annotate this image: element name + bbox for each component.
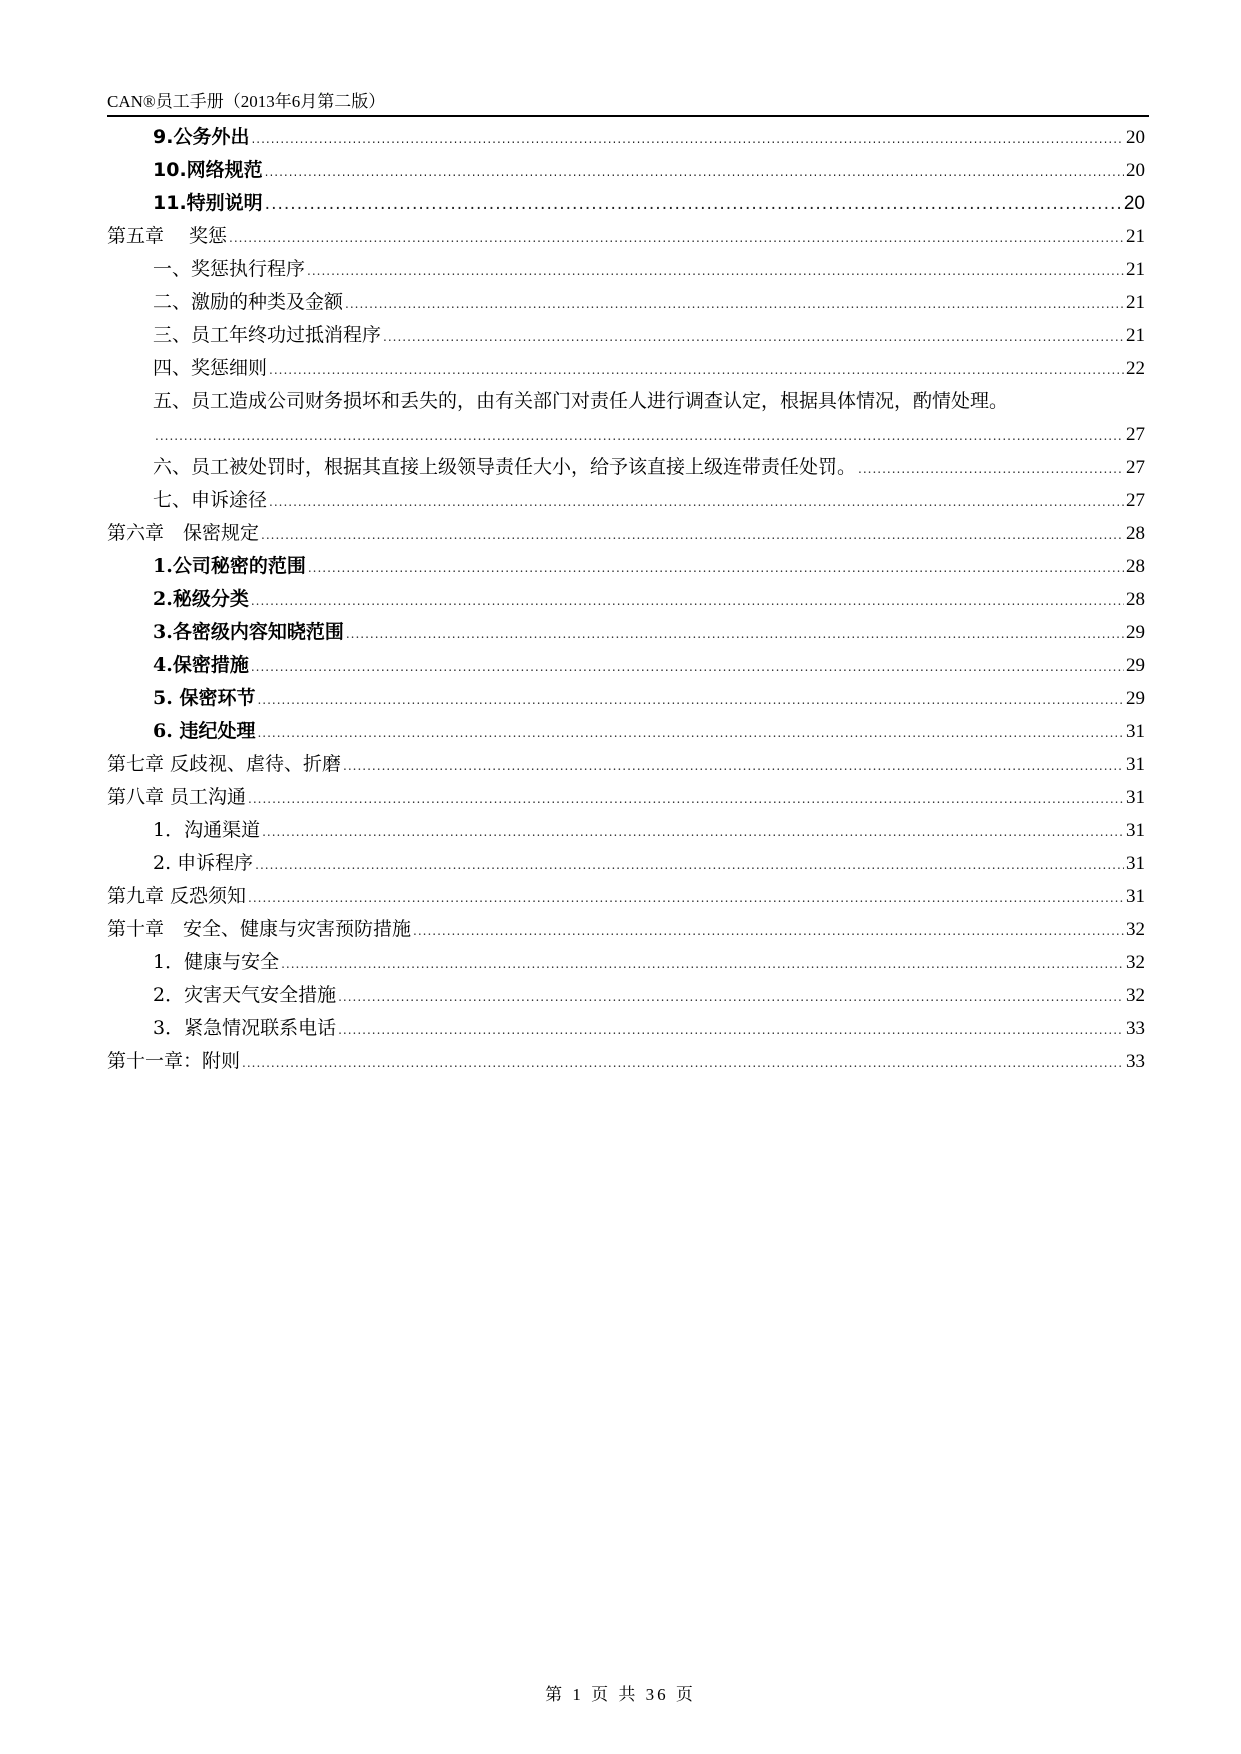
toc-entry-page: 31 <box>1126 853 1145 874</box>
toc-entry[interactable] <box>107 352 1145 385</box>
toc-entry-title: 第十一章：附则 <box>107 1050 241 1072</box>
toc-entry[interactable] <box>107 319 1145 352</box>
toc-leader-dots <box>269 354 1124 387</box>
toc-entry-title: 9.公务外出 <box>153 126 250 148</box>
toc-entry-title: 2.秘级分类 <box>153 588 249 610</box>
toc-entry-page: 27 <box>1126 424 1145 445</box>
toc-entry-title: 第八章 员工沟通 <box>107 786 247 808</box>
toc-entry-page: 33 <box>1126 1051 1145 1072</box>
toc-leader-dots <box>338 1014 1124 1047</box>
toc-entry-title: 1．健康与安全 <box>153 951 280 973</box>
toc-leader-dots <box>251 123 1124 156</box>
toc-leader-dots <box>255 849 1124 882</box>
toc-entry-page: 32 <box>1126 952 1145 973</box>
table-of-contents <box>107 121 1145 1078</box>
toc-leader-dots <box>343 750 1124 783</box>
toc-entry[interactable] <box>107 385 1145 451</box>
toc-leader-dots <box>858 453 1124 486</box>
toc-entry-page: 31 <box>1126 754 1145 775</box>
toc-entry-title: 3．紧急情况联系电话 <box>153 1017 337 1039</box>
toc-entry-title: 10.网络规范 <box>153 159 263 181</box>
toc-entry[interactable] <box>107 286 1145 319</box>
page-header: CAN®员工手册（2013年6月第二版） <box>107 88 1149 117</box>
toc-entry[interactable] <box>107 253 1145 286</box>
toc-entry-page: 27 <box>1126 457 1145 478</box>
toc-entry-page: 31 <box>1126 820 1145 841</box>
toc-entry-title: 2. 申诉程序 <box>153 852 254 874</box>
toc-entry-page: 31 <box>1126 721 1145 742</box>
toc-leader-dots <box>251 651 1124 684</box>
toc-entry-title: 第九章 反恐须知 <box>107 885 247 907</box>
toc-entry[interactable] <box>107 880 1145 913</box>
toc-entry-title: 七、申诉途径 <box>153 489 268 511</box>
toc-entry[interactable] <box>107 187 1145 220</box>
toc-entry-title: 6. 违纪处理 <box>153 720 256 742</box>
toc-entry-page: 33 <box>1126 1018 1145 1039</box>
toc-entry-page: 29 <box>1126 688 1145 709</box>
toc-entry-title: 五、员工造成公司财务损坏和丢失的，由有关部门对责任人进行调查认定，根据具体情况，酌情处理。 <box>153 390 1009 412</box>
toc-entry-title: 5. 保密环节 <box>153 687 256 709</box>
toc-entry-title: 第七章 反歧视、虐待、折磨 <box>107 753 342 775</box>
toc-entry-continuation <box>107 418 1145 451</box>
toc-entry-page: 32 <box>1126 919 1145 940</box>
toc-leader-dots <box>251 585 1124 618</box>
toc-entry-title: 六、员工被处罚时，根据其直接上级领导责任大小，给予该直接上级连带责任处罚。 <box>153 456 857 478</box>
toc-leader-dots <box>257 684 1124 717</box>
toc-leader-dots <box>265 156 1124 189</box>
toc-entry-page: 28 <box>1126 523 1145 544</box>
toc-entry-title: 1．沟通渠道 <box>153 819 261 841</box>
toc-entry-page: 29 <box>1126 655 1145 676</box>
toc-entry-title: 3.各密级内容知晓范围 <box>153 621 344 643</box>
toc-leader-dots <box>308 552 1124 585</box>
toc-entry[interactable] <box>107 649 1145 682</box>
page-number-footer: 第 1 页 共 36 页 <box>545 1685 696 1704</box>
toc-entry-page: 21 <box>1126 325 1145 346</box>
toc-entry-page: 27 <box>1126 490 1145 511</box>
toc-entry[interactable] <box>107 847 1145 880</box>
toc-entry-title: 一、奖惩执行程序 <box>153 258 306 280</box>
toc-entry[interactable] <box>107 682 1145 715</box>
toc-leader-dots <box>346 618 1124 651</box>
toc-leader-dots <box>248 783 1124 816</box>
toc-entry[interactable] <box>107 781 1145 814</box>
toc-entry-title: 二、激励的种类及金额 <box>153 291 344 313</box>
toc-entry[interactable] <box>107 583 1145 616</box>
toc-entry[interactable] <box>107 220 1145 253</box>
toc-leader-dots <box>155 420 1124 453</box>
toc-leader-dots <box>229 222 1124 255</box>
toc-leader-dots <box>383 321 1124 354</box>
toc-entry[interactable] <box>107 946 1145 979</box>
toc-entry-title: 第十章 安全、健康与灾害预防措施 <box>107 918 412 940</box>
toc-entry[interactable] <box>107 484 1145 517</box>
toc-entry-page: 22 <box>1126 358 1145 379</box>
toc-entry[interactable] <box>107 1012 1145 1045</box>
toc-entry[interactable] <box>107 913 1145 946</box>
toc-leader-dots <box>307 255 1124 288</box>
toc-leader-dots <box>338 981 1124 1014</box>
toc-entry-title: 第六章 保密规定 <box>107 522 260 544</box>
toc-leader-dots <box>261 519 1124 552</box>
toc-entry-title: 四、奖惩细则 <box>153 357 268 379</box>
toc-entry-page: 21 <box>1126 226 1145 247</box>
toc-entry-title: 1.公司秘密的范围 <box>153 555 306 577</box>
toc-entry[interactable] <box>107 748 1145 781</box>
toc-entry[interactable] <box>107 121 1145 154</box>
toc-entry[interactable] <box>107 715 1145 748</box>
toc-leader-dots <box>281 948 1124 981</box>
toc-entry-page: 28 <box>1126 589 1145 610</box>
toc-entry-page: 21 <box>1126 259 1145 280</box>
toc-leader-dots <box>413 915 1124 948</box>
toc-entry[interactable] <box>107 517 1145 550</box>
toc-entry[interactable] <box>107 451 1145 484</box>
toc-entry-page: 31 <box>1126 787 1145 808</box>
toc-entry[interactable] <box>107 979 1145 1012</box>
toc-entry-title: 第五章 奖惩 <box>107 225 228 247</box>
toc-entry[interactable] <box>107 814 1145 847</box>
toc-entry-page: 20 <box>1126 160 1145 181</box>
toc-entry-title: 三、员工年终功过抵消程序 <box>153 324 382 346</box>
toc-entry[interactable] <box>107 616 1145 649</box>
toc-entry-page: 29 <box>1126 622 1145 643</box>
toc-entry-page: 28 <box>1126 556 1145 577</box>
toc-leader-dots <box>257 717 1124 750</box>
toc-leader-dots <box>242 1047 1124 1080</box>
toc-entry-page: 32 <box>1126 985 1145 1006</box>
toc-leader-dots <box>265 188 1122 221</box>
toc-leader-dots <box>269 486 1124 519</box>
toc-entry[interactable] <box>107 1045 1145 1078</box>
toc-entry-page: 31 <box>1126 886 1145 907</box>
toc-entry-page: 21 <box>1126 292 1145 313</box>
toc-leader-dots <box>248 882 1124 915</box>
toc-leader-dots <box>345 288 1124 321</box>
toc-entry-title: 11.特别说明 <box>153 192 263 214</box>
toc-leader-dots <box>262 816 1124 849</box>
toc-entry[interactable] <box>107 550 1145 583</box>
toc-entry-page: 20 <box>1123 193 1145 214</box>
toc-entry[interactable] <box>107 154 1145 187</box>
toc-entry-title: 2．灾害天气安全措施 <box>153 984 337 1006</box>
toc-entry-title: 4.保密措施 <box>153 654 249 676</box>
toc-entry-page: 20 <box>1126 127 1145 148</box>
